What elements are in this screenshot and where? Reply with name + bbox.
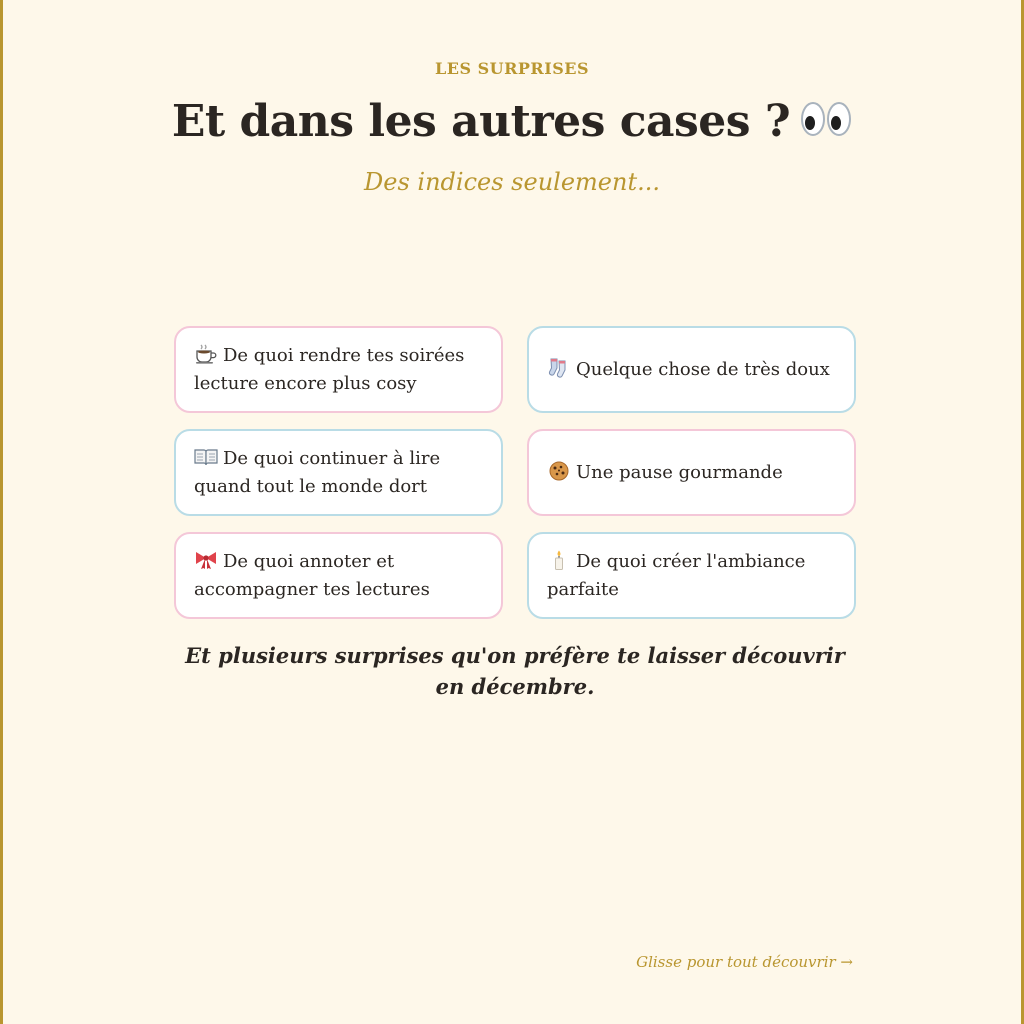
hint-text: Quelque chose de très doux [576,358,830,380]
hint-content [547,548,838,604]
section-kicker: LES SURPRISES [435,59,589,78]
hint-card [527,429,856,516]
hint-text: De quoi rendre tes soirées lecture encore plus cosy [194,344,465,394]
socks-icon [547,358,571,378]
hint-text: De quoi annoter et accompagner tes lectures [194,550,430,600]
hint-text: De quoi créer l'ambiance parfaite [547,550,806,600]
hint-card [527,532,856,619]
hints-grid [174,326,856,619]
outro-text: Et plusieurs surprises qu'on préfère te laisser découvrir en décembre. [185,643,845,699]
hint-content [547,356,830,384]
ribbon-icon [194,550,218,570]
candle-icon [547,550,571,570]
page-title: Et dans les autres cases ? [171,96,791,147]
hint-card [174,326,503,413]
page-title-row [3,96,1021,149]
swipe-hint[interactable]: Glisse pour tout découvrir → [636,953,853,971]
hint-card [527,326,856,413]
hint-content [194,548,485,604]
eyes-icon [800,98,852,149]
hint-text: Une pause gourmande [576,461,783,483]
hint-content [194,342,485,398]
hint-card [174,532,503,619]
page-subtitle: Des indices seulement... [364,168,660,196]
hint-content [547,459,783,487]
hint-card [174,429,503,516]
hint-content [194,445,485,501]
coffee-cup-icon [194,344,218,364]
cookie-icon [547,461,571,481]
open-book-icon [194,447,218,467]
hint-text: De quoi continuer à lire quand tout le monde dort [194,447,441,497]
